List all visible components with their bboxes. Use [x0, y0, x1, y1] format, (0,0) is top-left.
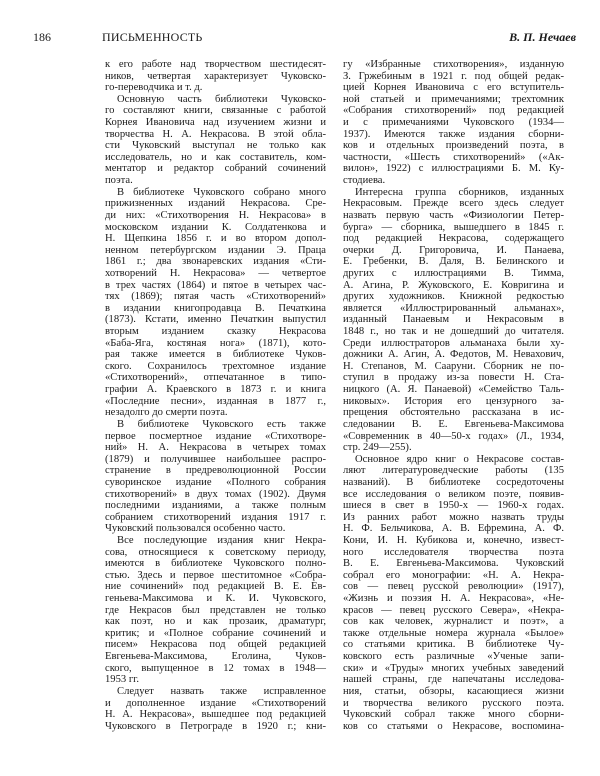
- text-line: ляют литературоведческие работы (135: [343, 465, 564, 477]
- text-line: в трех частях (1864) и пятое в четырех час-: [105, 279, 326, 291]
- text-line: все исследования о великом поэте, появив-: [343, 488, 564, 500]
- running-author: В. П. Нечаев: [509, 30, 576, 44]
- text-line: ненном петербургском издании Э. Праца: [105, 244, 326, 256]
- text-line: стихотворений» в двух томах (1902). Двумя: [105, 488, 326, 500]
- text-line: имеются в библиотеке Чуковского полно-: [105, 558, 326, 570]
- text-line: в издании книгопродавца В. Печаткина: [105, 302, 326, 314]
- text-line: первое посмертное издание «Стихотворе-: [105, 430, 326, 442]
- text-line: как поэт, но и как прозаик, драматург,: [105, 616, 326, 628]
- paragraph: [343, 187, 564, 454]
- paragraph: [105, 535, 326, 686]
- text-line: назвать первую часть «Физиологии Петер-: [343, 209, 564, 221]
- text-line: красов — певец русского Севера», «Некра-: [343, 604, 564, 616]
- text-line: Чуковский собрал также много сборни-: [343, 709, 564, 721]
- text-line: также отдельные номера журнала «Былое»: [343, 627, 564, 639]
- text-line: ски» и «Труды» многих учебных заведений: [343, 662, 564, 674]
- text-line: прижизненных изданий Некрасова. Сре-: [105, 198, 326, 210]
- text-line: собрал его монографии: «Н. А. Некра-: [343, 569, 564, 581]
- paragraph: [343, 454, 564, 733]
- text-line: Н. Степанов, М. Сааруни. Сборник не по-: [343, 360, 564, 372]
- text-line: и с примечаниями Чуковского (1934—: [343, 117, 564, 129]
- text-line: ние сочинений» под редакцией В. Е. Ев-: [105, 581, 326, 593]
- text-line: критик; и «Полное собрание сочинений и: [105, 627, 326, 639]
- paragraph: [105, 686, 326, 732]
- text-line: тях (1869); пятая часть «Стихотворений»: [105, 291, 326, 303]
- text-line: ступил в продажу из-за повести Н. Ста-: [343, 372, 564, 384]
- text-line: изданный Панаевым и Некрасовым в: [343, 314, 564, 326]
- text-line: шиеся в свет в 1950-х — 1960-х годах.: [343, 500, 564, 512]
- text-line: Некрасовым. Прежде всего здесь следует: [343, 198, 564, 210]
- text-line: ного исследователя творчества поэта: [343, 546, 564, 558]
- text-line: дожники А. Агин, А. Федотов, М. Невахович,: [343, 349, 564, 361]
- text-line: Н. Ф. Бельчикова, А. В. Ефремина, А. Ф.: [343, 523, 564, 535]
- text-line: ний» Н. А. Некрасова в четырех томах: [105, 442, 326, 454]
- text-line: частности, «Шесть стихотворений» («Ак-: [343, 151, 564, 163]
- paragraph: [343, 59, 564, 187]
- text-line: последними изданиями, а также полным: [105, 500, 326, 512]
- text-line: ского. Сохранилось трехтомное издание: [105, 360, 326, 372]
- text-line: является «Иллюстрированный альманах»,: [343, 302, 564, 314]
- text-line: исследователь, но и как составитель, ком-: [105, 151, 326, 163]
- text-line: «Стихотворений», отпечатанное в типо-: [105, 372, 326, 384]
- text-line: 1953 гг.: [105, 674, 139, 686]
- text-line: очерки Д. Григоровича, И. Панаева,: [343, 244, 564, 256]
- text-line: московском издании К. Солдатенкова и: [105, 221, 326, 233]
- text-line: В библиотеке Чуковского есть также: [117, 418, 326, 430]
- text-line: ков со статьями о Некрасове, воспомина-: [343, 720, 564, 732]
- text-line: Следует назвать также исправленное: [117, 685, 326, 697]
- text-line: 1861 г.; два звонаревских издания «Сти-: [105, 256, 326, 268]
- text-line: ницкого (А. Я. Панаевой) «Семейство Таль-: [343, 384, 564, 396]
- text-line: «Последние песни», изданная в 1877 г.,: [105, 395, 326, 407]
- text-line: Чуковского в Петрограде в 1920 г.; кни-: [105, 720, 326, 732]
- text-line: писем» Некрасова под общей редакцией: [105, 639, 326, 651]
- text-line: Н. А. Некрасова», вышедшее под редакцией: [105, 709, 326, 721]
- text-line: вилон», 1922) с иллюстрациями Б. М. Ку-: [343, 163, 564, 175]
- text-line: ковского есть различные «Ученые запи-: [343, 651, 564, 663]
- text-line: (1879) и получившее наибольшее распро-: [105, 453, 326, 465]
- text-line: Е. Гребенки, В. Даля, В. Белинского и: [343, 256, 564, 268]
- text-line: рая также имеется в библиотеке Чуков-: [105, 349, 326, 361]
- paragraph: [105, 187, 326, 419]
- text-line: и творчества великого русского поэта.: [343, 697, 564, 709]
- text-line: Все последующие издания книг Некра-: [117, 534, 326, 546]
- text-line: ния, статьи, обзоры, касающиеся жизни: [343, 685, 564, 697]
- text-line: А. Агина, Р. Жуковского, Е. Ковригина и: [343, 279, 564, 291]
- text-line: Среди иллюстраторов альманаха были ху-: [343, 337, 564, 349]
- text-line: ментатор и редактор собраний сочинений: [105, 163, 326, 175]
- text-line: Из ранних работ можно назвать труды: [343, 511, 564, 523]
- text-line: «Современник в 40—50-х годах» (Л., 1934,: [343, 430, 564, 442]
- text-line: странение в предреволюционной России: [105, 465, 326, 477]
- text-line: сти Чуковский выступал не только как: [105, 140, 326, 152]
- text-line: Кони, И. Н. Кубикова и, конечно, извест-: [343, 534, 564, 546]
- text-line: творчества Н. А. Некрасова. В этой обла-: [105, 128, 326, 140]
- text-line: гу «Избранные стихотворения», изданную: [343, 59, 564, 70]
- text-line: ной статьей и примечаниями; трехтомник: [343, 93, 564, 105]
- text-line: хотворений Н. Некрасова» — четвертое: [105, 267, 326, 279]
- text-line: названий). В библиотеке сосредоточены: [343, 476, 564, 488]
- text-line: нашей страны, где напечатаны исследова-: [343, 674, 564, 686]
- paragraph: [105, 94, 326, 187]
- text-line: собранием стихотворений издания 1917 г.: [105, 511, 326, 523]
- text-line: В. Е. Евгеньева-Максимова. Чуковский: [343, 558, 564, 570]
- text-line: цией Корнея Ивановича с его вступитель-: [343, 82, 564, 94]
- text-line: ского, выпущенное в 12 томах в 1948—: [105, 662, 326, 674]
- text-line: Евгеньева-Максимова, Еголина, Чуков-: [105, 651, 326, 663]
- text-line: (1873). Кстати, именно Печаткин выпустил: [105, 314, 326, 326]
- text-line: «Жизнь и поэзия Н. А. Некрасова», «Не-: [343, 593, 564, 605]
- text-line: Основное ядро книг о Некрасове состав-: [355, 453, 564, 465]
- text-line: где Некрасов был представлен не только: [105, 604, 326, 616]
- text-column-left: [105, 59, 326, 732]
- text-line: ников, четвертая характеризует Чуковско-: [105, 70, 326, 82]
- text-line: со статьями критика. В библиотеке Чу-: [343, 639, 564, 651]
- paragraph: [105, 419, 326, 535]
- text-line: Интересна группа сборников, изданных: [355, 186, 564, 198]
- text-line: го-переводчика и т. д.: [105, 82, 203, 94]
- text-line: поэта.: [105, 175, 133, 187]
- text-line: к его работе над творчеством шестидесят-: [105, 59, 326, 70]
- text-line: стр. 249—255).: [343, 442, 412, 454]
- paragraph: [105, 59, 326, 94]
- page-number: 186: [33, 30, 51, 44]
- text-line: ди них: «Стихотворения Н. Некрасова» в: [105, 209, 326, 221]
- text-line: В библиотеке Чуковского собрано много: [117, 186, 326, 198]
- text-line: Чуковский пользовался особенно часто.: [105, 523, 286, 535]
- text-line: Корнея Ивановича над изучением жизни и: [105, 117, 326, 129]
- text-line: Основную часть библиотеки Чуковско-: [117, 93, 326, 105]
- text-line: З. Гржебиным в 1921 г. под общей редак-: [343, 70, 564, 82]
- text-line: суворинское издание «Полного собрания: [105, 476, 326, 488]
- text-line: под редакцией Некрасова, содержащего: [343, 233, 564, 245]
- text-line: прещения обстоятельно рассказана в ис-: [343, 407, 564, 419]
- text-line: «Собрания стихотворений» под редакцией: [343, 105, 564, 117]
- text-line: других художников. Книжной редкостью: [343, 291, 564, 303]
- text-line: других с иллюстрациями В. Тимма,: [343, 267, 564, 279]
- text-line: стодиева.: [343, 175, 386, 187]
- text-line: Н. Щепкина 1856 г. и во втором допол-: [105, 233, 326, 245]
- text-line: никовых». История его цензурного за-: [343, 395, 564, 407]
- text-line: «Баба-Яга, костяная нога» (1871), кото-: [105, 337, 326, 349]
- text-line: и дополненное издание «Стихотворений: [105, 697, 326, 709]
- text-column-right: [343, 59, 564, 732]
- text-line: 1848 г., но так и не дошедший до читателя.: [343, 326, 564, 338]
- text-line: сов как человек, журналист и поэт», а: [343, 616, 564, 628]
- text-line: вторым изданием сказку Некрасова: [105, 326, 326, 338]
- text-line: 1937). Имеются также издания сборни-: [343, 128, 564, 140]
- text-line: сова, относящиеся к советскому периоду,: [105, 546, 326, 558]
- text-line: следовании В. Е. Евгеньева-Максимова: [343, 418, 564, 430]
- text-line: незадолго до смерти поэта.: [105, 407, 228, 419]
- text-line: ков и отдельных произведений поэта, в: [343, 140, 564, 152]
- text-line: графии А. Краевского в 1873 г. и книга: [105, 384, 326, 396]
- section-title: ПИСЬМЕННОСТЬ: [102, 30, 203, 44]
- text-line: бурга» — сборника, вышедшего в 1845 г.: [343, 221, 564, 233]
- text-line: стью. Здесь и первое шеститомное «Собра-: [105, 569, 326, 581]
- text-line: геньева-Максимова и К. И. Чуковского,: [105, 593, 326, 605]
- text-line: го составляют книги, связанные с работой: [105, 105, 326, 117]
- text-line: сов — певец русской революции» (1917),: [343, 581, 564, 593]
